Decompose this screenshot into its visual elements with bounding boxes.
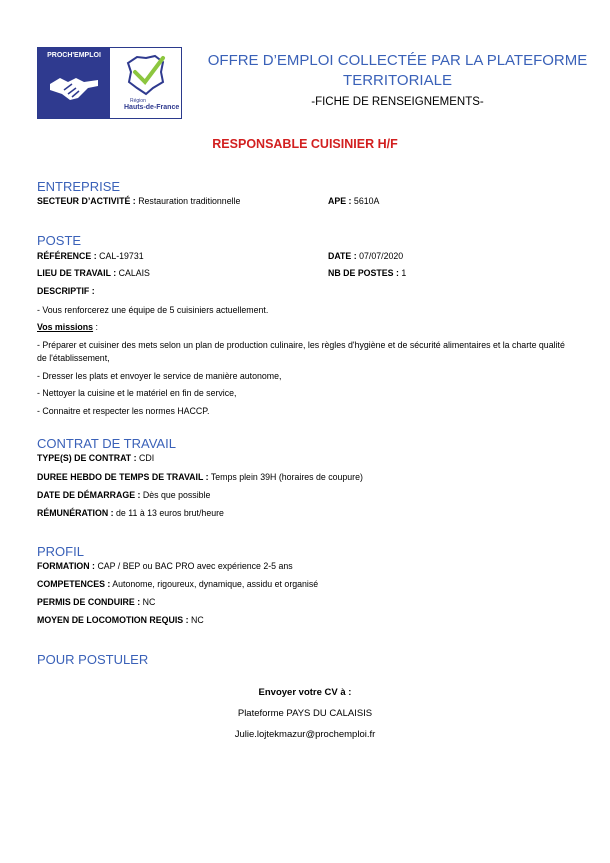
locomotion-label: MOYEN DE LOCOMOTION REQUIS :: [37, 615, 189, 625]
type-contrat-row: [37, 453, 154, 463]
section-postuler-heading: POUR POSTULER: [37, 652, 149, 667]
permis-value: NC: [142, 597, 156, 607]
mission-item: - Connaitre et respecter les normes HACCP.: [37, 406, 210, 416]
contact-email[interactable]: Julie.lojtekmazur@prochemploi.fr: [234, 729, 376, 740]
competences-label: COMPETENCES :: [37, 579, 111, 589]
nb-postes-label: NB DE POSTES :: [328, 268, 399, 278]
handshake-icon: [48, 70, 100, 104]
reference-value: CAL-19731: [99, 251, 144, 261]
remuneration-label: RÉMUNÉRATION :: [37, 508, 114, 518]
nb-postes-value: 1: [401, 268, 407, 278]
demarrage-label: DATE DE DÉMARRAGE :: [37, 490, 141, 500]
descriptif-text: - Vous renforcerez une équipe de 5 cuisiniers actuellement.: [37, 305, 269, 315]
formation-label: FORMATION :: [37, 561, 95, 571]
missions-label: Vos missions: [37, 322, 94, 332]
lieu-value: CALAIS: [118, 268, 150, 278]
prochemploi-logo-text: PROCH'EMPLOI: [47, 52, 101, 59]
date-value: 07/07/2020: [359, 251, 404, 261]
locomotion-value: NC: [190, 615, 204, 625]
lieu-row: [37, 268, 150, 278]
page-subtitle: -FICHE DE RENSEIGNEMENTS-: [311, 96, 484, 108]
demarrage-row: [37, 490, 210, 500]
missions-heading: [37, 322, 98, 332]
duree-row: [37, 472, 363, 482]
prochemploi-logo: [38, 48, 110, 118]
demarrage-value: Dès que possible: [142, 490, 211, 500]
region-logo: [110, 48, 181, 118]
permis-row: [37, 597, 155, 607]
missions-colon: :: [93, 322, 98, 332]
secteur-row: [37, 196, 240, 206]
permis-label: PERMIS DE CONDUIRE :: [37, 597, 141, 607]
ape-value: 5610A: [353, 196, 380, 206]
logo: [37, 47, 182, 119]
page-title-line2: TERRITORIALE: [343, 72, 452, 89]
competences-value: Autonome, rigoureux, dynamique, assidu et organisé: [112, 579, 319, 589]
remuneration-value: de 11 à 13 euros brut/heure: [116, 508, 224, 518]
send-cv-label: Envoyer votre CV à :: [258, 687, 352, 698]
descriptif-label: DESCRIPTIF :: [37, 286, 95, 296]
date-label: DATE :: [328, 251, 357, 261]
formation-row: [37, 561, 293, 571]
competences-row: [37, 579, 318, 589]
platform-name: Plateforme PAYS DU CALAISIS: [237, 708, 373, 719]
france-heart-icon: [125, 52, 167, 96]
mission-item: - Préparer et cuisiner des mets selon un plan de production culinaire, les règles d'hygiène et de sécurité alimentaires et la charte qualité de l'établissement,: [37, 340, 565, 363]
secteur-label: SECTEUR D’ACTIVITÉ :: [37, 196, 136, 206]
ape-label: APE :: [328, 196, 352, 206]
region-label: Région: [130, 98, 146, 104]
section-entreprise-heading: ENTREPRISE: [37, 179, 121, 194]
formation-value: CAP / BEP ou BAC PRO avec expérience 2-5 ans: [97, 561, 293, 571]
region-name: Hauts-de-France: [124, 104, 180, 111]
section-poste-heading: POSTE: [37, 233, 82, 248]
section-profil-heading: PROFIL: [37, 544, 84, 559]
duree-value: Temps plein 39H (horaires de coupure): [210, 472, 363, 482]
section-contrat-heading: CONTRAT DE TRAVAIL: [37, 436, 176, 451]
type-contrat-label: TYPE(S) DE CONTRAT :: [37, 453, 137, 463]
type-contrat-value: CDI: [139, 453, 155, 463]
date-row: [328, 251, 403, 261]
mission-item: - Nettoyer la cuisine et le matériel en fin de service,: [37, 388, 237, 398]
remuneration-row: [37, 508, 224, 518]
reference-label: RÉFÉRENCE :: [37, 251, 97, 261]
page-title: [200, 51, 595, 91]
locomotion-row: [37, 615, 204, 625]
lieu-label: LIEU DE TRAVAIL :: [37, 268, 117, 278]
mission-item: - Dresser les plats et envoyer le service de manière autonome,: [37, 371, 282, 381]
ape-row: [328, 196, 379, 206]
page-title-line1: OFFRE D’EMPLOI COLLECTÉE PAR LA PLATEFORME: [207, 52, 588, 69]
reference-row: [37, 251, 144, 261]
job-title: RESPONSABLE CUISINIER H/F: [212, 137, 398, 151]
nb-postes-row: [328, 268, 406, 278]
secteur-value: Restauration traditionnelle: [138, 196, 241, 206]
duree-label: DUREE HEBDO DE TEMPS DE TRAVAIL :: [37, 472, 209, 482]
